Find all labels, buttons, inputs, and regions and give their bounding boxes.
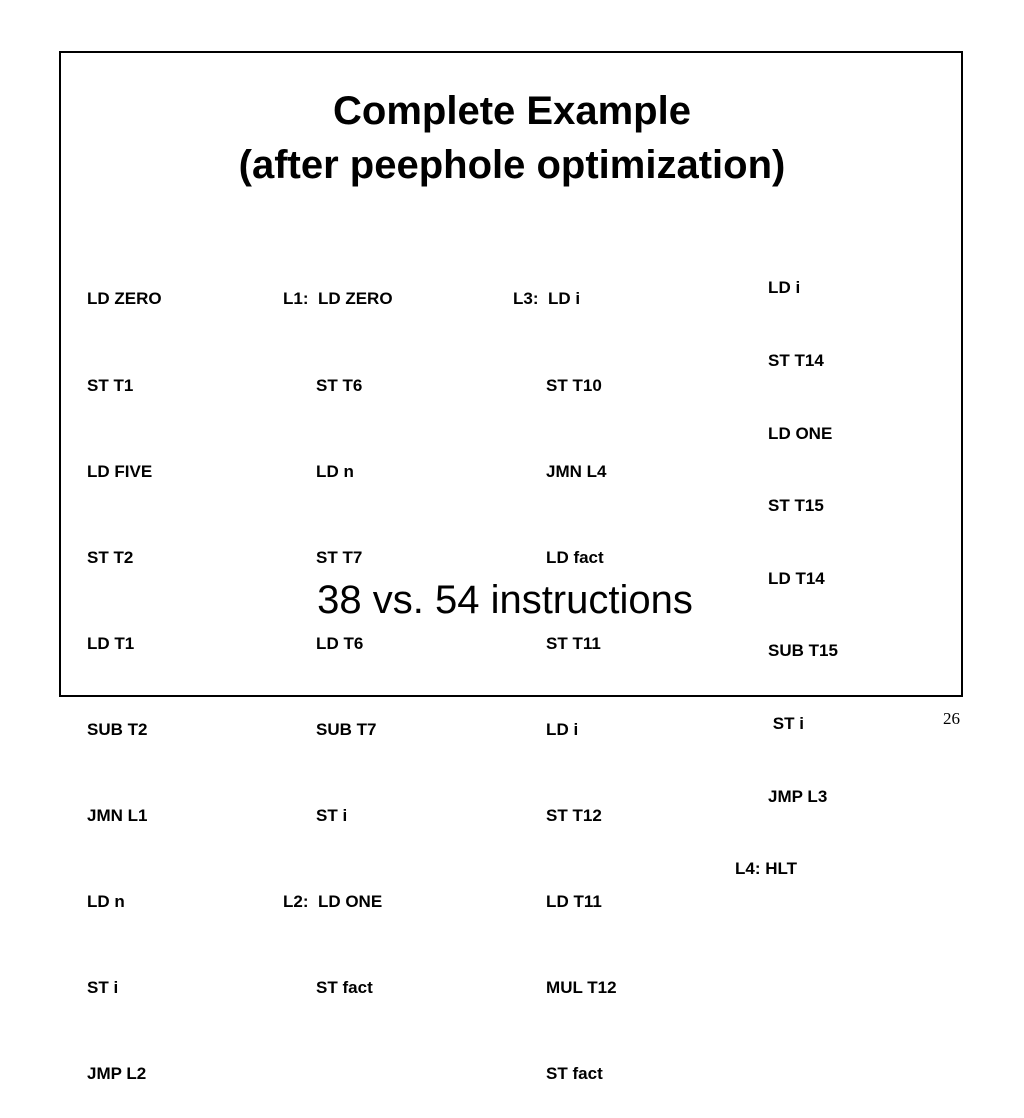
code-line: JMN L4 [513,461,607,481]
code-line: SUB T7 [283,719,377,739]
code-line: LD T11 [513,892,602,912]
code-line: ST T15 [735,496,824,516]
code-line: ST fact [513,1064,603,1084]
code-line: L2: LD ONE [283,892,383,912]
code-line: LD T6 [283,633,364,653]
code-line: ST T14 [735,351,824,371]
code-column-1 [87,228,162,1118]
code-line: JMP L2 [87,1064,147,1084]
code-line: ST i [735,714,804,734]
page-number: 26 [943,709,960,728]
title-line-1: Complete Example [333,89,691,133]
code-line: JMP L3 [735,786,828,806]
code-line: ST T12 [513,806,602,826]
instruction-count-summary: 38 vs. 54 instructions [317,578,693,622]
code-line: LD n [87,892,125,912]
slide-title [0,84,1024,192]
code-line: SUB T2 [87,719,148,739]
code-line: L4: HLT [735,859,798,879]
code-line: LD ONE [735,423,833,443]
code-line: ST T11 [513,633,601,653]
code-line: ST T2 [87,547,134,567]
code-column-2 [283,228,393,1032]
code-line: JMN L1 [87,806,148,826]
code-line: ST T6 [283,375,363,395]
code-line: LD i [735,278,801,298]
code-line: LD FIVE [87,461,153,481]
code-line: LD i [513,719,579,739]
code-line: ST T7 [283,547,363,567]
code-line: ST i [87,978,119,998]
code-line: LD n [283,461,354,481]
code-line: ST fact [283,978,373,998]
code-line: LD fact [513,547,604,567]
code-line: ST i [283,806,348,826]
code-line: LD T14 [735,568,825,588]
code-line: L3: LD i [513,289,581,309]
code-line: LD ZERO [87,289,162,309]
code-line: SUB T15 [735,641,838,661]
code-line: LD T1 [87,633,135,653]
code-line: ST T10 [513,375,602,395]
code-column-3 [513,228,617,1118]
code-line: MUL T12 [513,978,617,998]
title-line-2: (after peephole optimization) [238,143,786,187]
code-line: L1: LD ZERO [283,289,393,309]
code-line: ST T1 [87,375,134,395]
code-column-4 [735,228,838,906]
